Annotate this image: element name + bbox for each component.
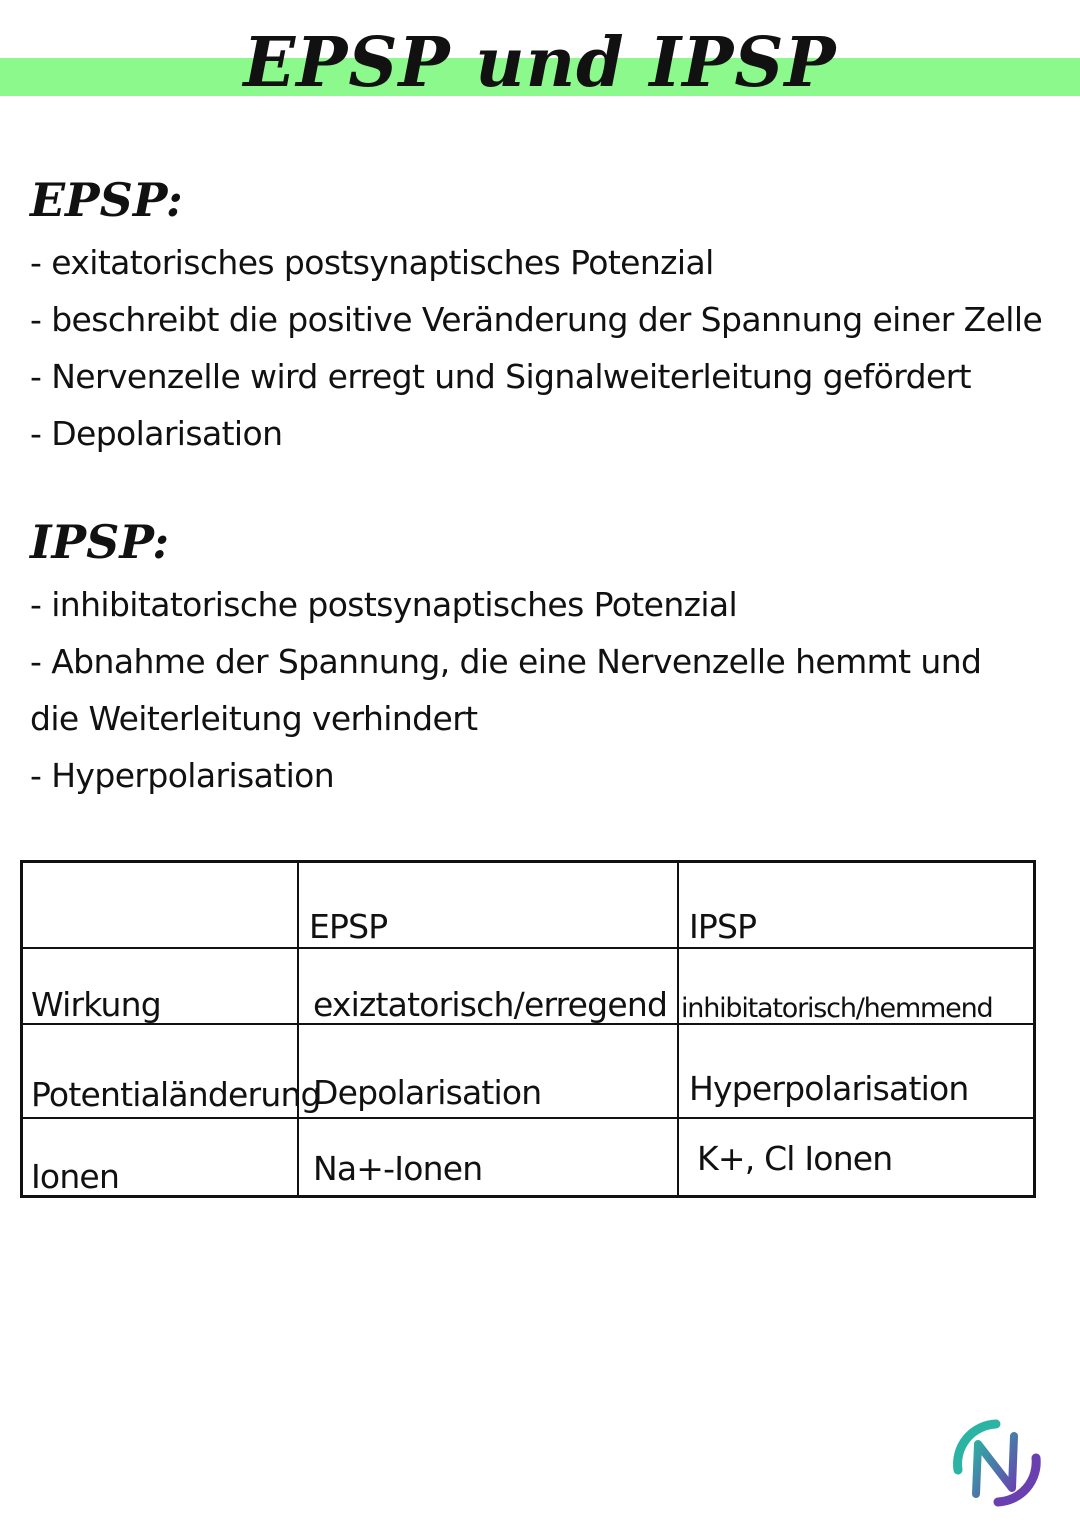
- table-row-label: Ionen: [31, 1157, 120, 1196]
- epsp-bullet: - Nervenzelle wird erregt und Signalweiterleitung gefördert: [30, 357, 972, 396]
- table-column-divider: [677, 863, 679, 1195]
- epsp-heading: EPSP:: [30, 173, 183, 227]
- table-header-cell: IPSP: [689, 907, 757, 946]
- ipsp-bullet: - Abnahme der Spannung, die eine Nervenzelle hemmt und die Weiterleitung verhindert: [30, 642, 982, 738]
- table-row-divider: [23, 947, 1033, 949]
- table-cell: Hyperpolarisation: [689, 1069, 969, 1108]
- epsp-bullet: - Depolarisation: [30, 414, 283, 453]
- table-cell: Depolarisation: [313, 1073, 542, 1112]
- table-header-cell: EPSP: [309, 907, 388, 946]
- logo-icon: [946, 1418, 1046, 1508]
- epsp-bullet: - beschreibt die positive Veränderung der Spannung einer Zelle: [30, 300, 1043, 339]
- ipsp-bullet: - Hyperpolarisation: [30, 756, 335, 795]
- table-row-label: Wirkung: [31, 985, 161, 1024]
- table-cell: K+, Cl Ionen: [697, 1139, 893, 1178]
- ipsp-heading: IPSP:: [30, 515, 170, 569]
- ipsp-bullet: - inhibitatorische postsynaptisches Potenzial: [30, 585, 738, 624]
- epsp-bullet: - exitatorisches postsynaptisches Potenzial: [30, 243, 714, 282]
- table-row-divider: [23, 1117, 1033, 1119]
- epsp-section: [30, 170, 1060, 462]
- table-row-label: Potentialänderung: [31, 1075, 321, 1114]
- table-cell: Na+-Ionen: [313, 1149, 483, 1188]
- table-cell: inhibitatorisch/hemmend: [681, 993, 993, 1024]
- comparison-table: [20, 860, 1036, 1198]
- page-title: EPSP und IPSP: [243, 23, 837, 103]
- ipsp-section: [30, 512, 1060, 804]
- table-column-divider: [297, 863, 299, 1195]
- table-cell: exiztatorisch/erregend: [313, 985, 668, 1024]
